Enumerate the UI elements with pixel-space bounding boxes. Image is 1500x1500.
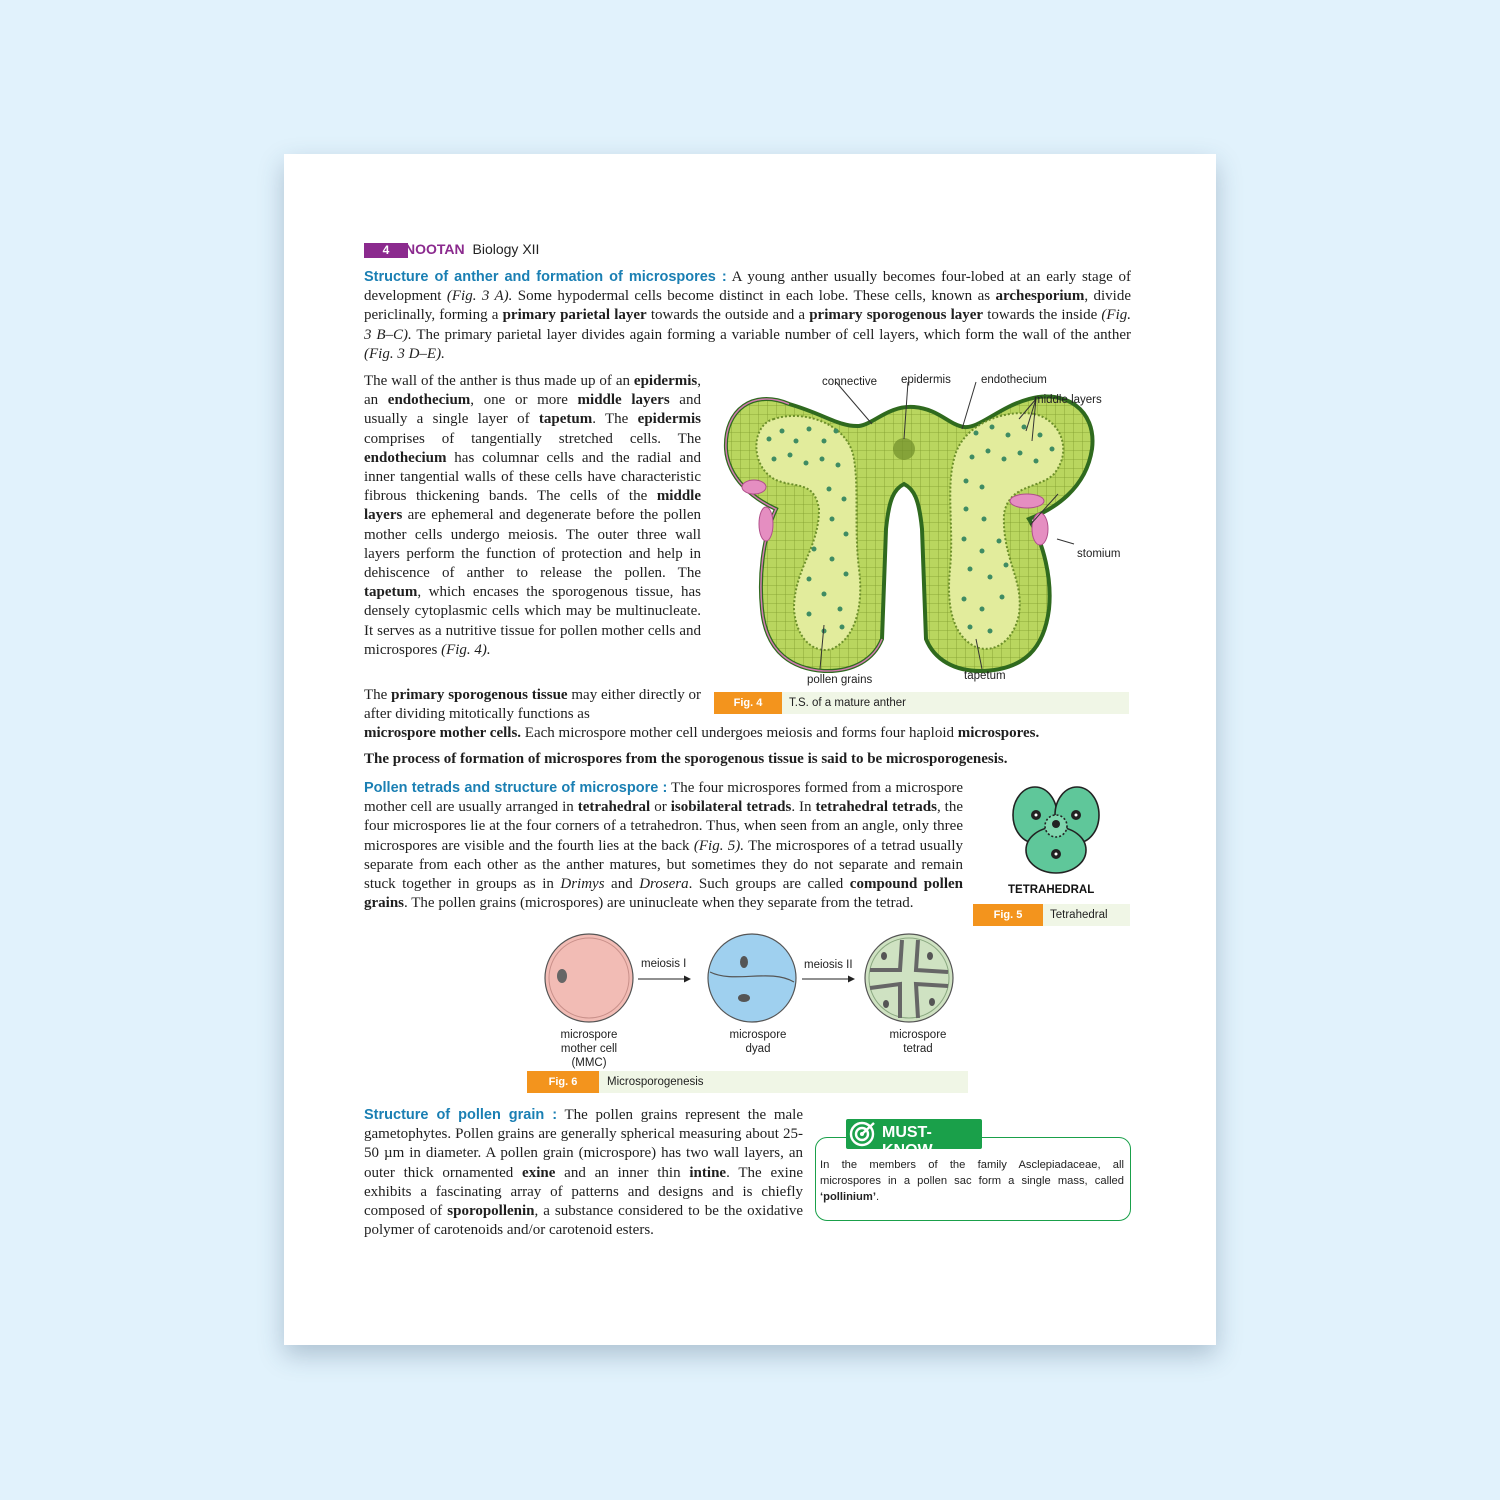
text-run: Drimys xyxy=(560,876,605,893)
text-run: isobilateral tetrads xyxy=(670,799,792,816)
label-epidermis: epidermis xyxy=(901,374,951,386)
text-run: towards the inside xyxy=(983,307,1102,324)
text-run: The four microspores formed from a microspore mother cell are usually arranged in xyxy=(364,780,963,816)
text-run: middle layers xyxy=(577,392,670,409)
text-run: . Such groups are called xyxy=(688,876,850,893)
meiosis-one-label: meiosis I xyxy=(641,958,687,970)
text-run: The microspores of a tetrad usually separate from each other as the anther matures, but sometimes they do not separate and remain stuck together in groups as in xyxy=(364,837,964,893)
text-run: endothecium xyxy=(364,449,447,466)
text-run: tetrahedral xyxy=(577,799,651,816)
text-run: sporopollenin xyxy=(447,1203,535,1220)
tetrad-label xyxy=(868,1028,968,1056)
text-run: microspore mother cells. xyxy=(364,725,522,741)
dyad-label-line1: microspore xyxy=(729,1029,787,1041)
textbook-page xyxy=(284,154,1216,1345)
pollen-tetrads-paragraph xyxy=(364,779,963,913)
mmc-label-line3: (MMC) xyxy=(571,1057,607,1069)
text-run: (Fig. 3 D–E). xyxy=(364,345,445,362)
text-run: are ephemeral and degenerate before the pollen mother cells undergo meiosis. The outer three wall layers perform the function of protection and help in dehiscence of anther to release the pollen. The xyxy=(364,507,701,582)
stomium-pad-right-top xyxy=(1010,494,1044,508)
text-run: exine xyxy=(522,1164,556,1181)
text-run: , an xyxy=(364,373,701,409)
text-run: middle layers xyxy=(364,488,701,524)
text-run: Drosera xyxy=(639,876,689,893)
mmc-label-line2: mother cell xyxy=(560,1043,618,1055)
text-run: The wall of the anther is thus made up of an xyxy=(364,373,634,389)
section-heading-anther: Structure of anther and formation of microspores : xyxy=(364,269,727,285)
text-run: compound pollen grains xyxy=(364,876,963,912)
text-run: archesporium xyxy=(995,288,1085,305)
text-run: has columnar cells and the radial and inner tangential walls of these cells have characteristic fibrous thickening bands. The cells of the xyxy=(364,449,701,505)
text-run: primary parietal layer xyxy=(502,307,647,324)
tetrad-label-line2: tetrad xyxy=(903,1043,933,1055)
text-run: , one or more xyxy=(470,392,578,409)
text-run: endothecium xyxy=(387,392,471,409)
text-run: or xyxy=(650,799,671,816)
fig6-caption-text: Microsporogenesis xyxy=(607,1076,704,1088)
text-run: Some hypodermal cells become distinct in each lobe. These cells, known as xyxy=(512,288,996,305)
mmc-label xyxy=(539,1028,639,1070)
mmc-label-line1: microspore xyxy=(560,1029,618,1041)
book-title: Biology XII xyxy=(472,241,540,257)
fig5-caption xyxy=(973,904,1130,926)
dyad-label xyxy=(708,1028,808,1056)
text-run: The xyxy=(364,687,392,703)
fig4-caption-text: T.S. of a mature anther xyxy=(789,697,906,709)
stomium-pad-right xyxy=(1032,513,1048,545)
must-know-text-pre: In the members of the family Asclepiadaceae, all microspores in a pollen sac form a single mass, called xyxy=(820,1159,1124,1187)
must-know-term: ‘pollinium’ xyxy=(820,1191,876,1203)
tetrahedral-tetrad-diagram xyxy=(1012,780,1100,876)
must-know-text-post: . xyxy=(875,1191,880,1203)
text-run: , which encases the sporogenous tissue, has densely cytoplasmic cells which may be multinucleate. It serves as a nutritive tissue for pollen mother cells and microspores xyxy=(364,584,701,658)
tetrad-cell xyxy=(865,934,953,1022)
text-run: . The exine exhibits a fascinating array of patterns and designs and is chiefly composed of xyxy=(364,1164,803,1220)
text-run: primary sporogenous tissue xyxy=(391,687,568,703)
must-know-header xyxy=(846,1119,982,1159)
pollen-grain-paragraph xyxy=(364,1106,803,1240)
text-run: comprises of tangentially stretched cells. The xyxy=(364,430,701,447)
text-run: . In xyxy=(791,799,816,816)
label-middle-layers: middle layers xyxy=(1034,394,1102,406)
meiosis-two-label: meiosis II xyxy=(804,959,853,971)
anther-cross-section-diagram xyxy=(714,369,1134,689)
text-run: may either directly or after dividing mitotically functions as xyxy=(364,687,702,723)
tetrad-label-line1: microspore xyxy=(889,1029,947,1041)
text-run: tapetum xyxy=(364,584,418,601)
fig5-caption-text: Tetrahedral xyxy=(1050,909,1108,921)
text-run: tapetum xyxy=(538,411,593,428)
target-icon xyxy=(848,1120,878,1148)
microsporogenesis-diagram xyxy=(534,932,964,1032)
text-run: (Fig. 4). xyxy=(441,641,491,658)
must-know-text xyxy=(820,1157,1124,1205)
text-run: , a substance considered to be the oxidative polymer of carotenoids and/or carotenoid esters. xyxy=(364,1203,803,1239)
label-stomium: stomium xyxy=(1077,548,1121,560)
mmc-cell xyxy=(545,934,633,1022)
text-run: and xyxy=(604,876,640,893)
text-run: A young anther usually becomes four-lobed at an early stage of development xyxy=(364,269,1132,305)
fig4-caption-tag: Fig. 4 xyxy=(714,692,782,714)
text-run: (Fig. 3 A). xyxy=(446,288,513,305)
microspore-mother-cells-line xyxy=(364,724,1144,743)
label-pollen-grains: pollen grains xyxy=(807,674,873,686)
text-run: , the four microspores lie at the four corners of a tetrahedron. Thus, when seen from an angle, only three microspores are visible and the fourth lies at the back xyxy=(364,799,964,854)
anther-intro-paragraph xyxy=(364,268,1131,364)
microsporogenesis-definition: The process of formation of microspores from the sporogenous tissue is said to be microsporogenesis. xyxy=(364,751,1008,767)
tetrahedral-title: TETRAHEDRAL xyxy=(1008,884,1095,896)
stomium-pad-left xyxy=(759,507,773,541)
text-run: . The pollen grains (microspores) are uninucleate when they separate from the tetrad. xyxy=(404,895,914,912)
text-run: and usually a single layer of xyxy=(364,392,701,428)
fig4-caption xyxy=(714,692,1129,714)
fig6-caption-tag: Fig. 6 xyxy=(527,1071,599,1093)
fig6-caption xyxy=(527,1071,968,1093)
text-run: epidermis xyxy=(637,411,701,428)
text-run: . The xyxy=(592,411,638,428)
text-run: Each microspore mother cell undergoes meiosis and forms four haploid xyxy=(521,725,958,741)
label-connective: connective xyxy=(822,376,877,388)
section-heading-tetrads: Pollen tetrads and structure of microspore : xyxy=(364,780,668,796)
text-run: primary sporogenous layer xyxy=(809,307,984,324)
text-run: epidermis xyxy=(633,373,698,389)
page-number-badge: 4 xyxy=(364,243,408,258)
brand-name: NOOTAN xyxy=(405,241,465,257)
stomium-pad-left-top xyxy=(742,480,766,494)
label-tapetum: tapetum xyxy=(964,670,1006,682)
dyad-cell xyxy=(708,934,796,1022)
text-run: (Fig. 3 B–C). xyxy=(364,307,1131,343)
fig5-caption-tag: Fig. 5 xyxy=(973,904,1043,926)
section-heading-pollen-grain: Structure of pollen grain : xyxy=(364,1107,558,1123)
must-know-title: MUST-KNOW xyxy=(882,1124,933,1159)
text-run: microspores. xyxy=(957,725,1040,741)
text-run: intine xyxy=(689,1164,727,1181)
text-run: The primary parietal layer divides again forming a variable number of cell layers, which form the wall of the anther xyxy=(411,326,1131,343)
text-run: , divide periclinally, forming a xyxy=(364,288,1131,324)
sporogenous-tissue-paragraph xyxy=(364,686,701,724)
text-run: The pollen grains represent the male gametophytes. Pollen grains are generally spherical measuring about 25-50 µm in diameter. A pollen grain (microspore) has two wall layers, an outer thick ornamented xyxy=(364,1107,803,1181)
text-run: tetrahedral tetrads xyxy=(815,799,937,816)
dyad-label-line2: dyad xyxy=(745,1043,771,1055)
text-run: (Fig. 5). xyxy=(693,837,745,854)
running-header xyxy=(405,241,539,257)
anther-wall-paragraph xyxy=(364,372,701,660)
text-run: and an inner thin xyxy=(555,1164,690,1181)
text-run: towards the outside and a xyxy=(646,307,810,324)
label-endothecium: endothecium xyxy=(981,374,1047,386)
